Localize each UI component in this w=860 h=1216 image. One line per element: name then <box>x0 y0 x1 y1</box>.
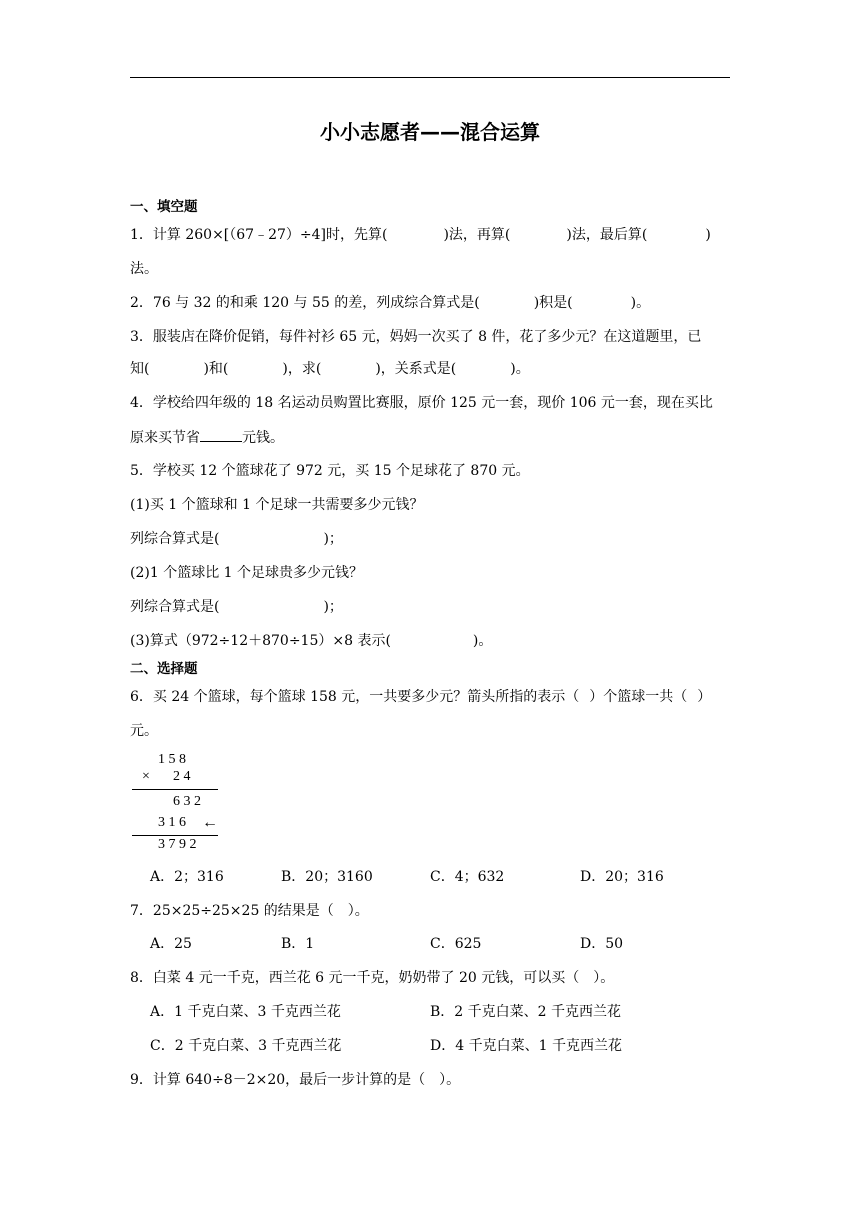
q4-underline-blank[interactable] <box>200 429 242 442</box>
q3-text-b: )和( <box>203 361 229 377</box>
q5-f2-text-a: 列综合算式是( <box>130 599 220 615</box>
q3-text-e: )。 <box>510 361 530 377</box>
mul-row-multiplier: 2 4 <box>173 769 191 784</box>
q5-p3-text-a: (3)算式（972÷12＋870÷15）×8 表示( <box>130 633 391 649</box>
mul-rule-2 <box>132 835 218 836</box>
q5-formula-1 <box>130 531 343 547</box>
q7-option-d[interactable]: D．50 <box>580 936 624 952</box>
mul-rule-1 <box>132 789 218 790</box>
q6-option-c[interactable]: C．4；632 <box>430 869 505 885</box>
question-1-line-1 <box>130 227 711 243</box>
question-9: 9．计算 640÷8－2×20，最后一步计算的是（ ）。 <box>130 1072 461 1088</box>
question-3-line-2 <box>130 361 530 377</box>
q2-text-c: )。 <box>630 295 651 311</box>
q3-text-d: )，关系式是( <box>375 361 457 377</box>
question-4-line-1: 4．学校给四年级的 18 名运动员购置比赛服，原价 125 元一套，现价 106 元一套，现在买比 <box>130 395 713 411</box>
section-fill-blank: 一、填空题 <box>130 199 198 215</box>
q2-text-a: 2．76 与 32 的和乘 120 与 55 的差，列成综合算式是( <box>130 295 480 311</box>
mul-partial-2: 3 1 6 <box>158 815 186 830</box>
question-7: 7．25×25÷25×25 的结果是（ ）。 <box>130 903 369 919</box>
header-rule <box>130 77 730 78</box>
arrow-left-icon: ← <box>202 814 218 831</box>
q8-option-c[interactable]: C．2 千克白菜、3 千克西兰花 <box>150 1038 342 1054</box>
question-5: 5．学校买 12 个篮球花了 972 元，买 15 个足球花了 870 元。 <box>130 463 530 479</box>
question-1-line-2: 法。 <box>130 261 158 277</box>
mul-times-sign: × <box>142 769 150 784</box>
q5-part-3 <box>130 633 492 649</box>
mul-row-multiplicand: 1 5 8 <box>158 752 186 767</box>
mul-partial-1: 6 3 2 <box>173 794 201 809</box>
q1-text-c: )法，最后算( <box>566 227 648 243</box>
q5-part-1: (1)买 1 个篮球和 1 个足球一共需要多少元钱？ <box>130 497 424 513</box>
q5-f1-text-a: 列综合算式是( <box>130 531 220 547</box>
q8-option-b[interactable]: B．2 千克白菜、2 千克西兰花 <box>430 1004 622 1020</box>
q8-option-d[interactable]: D．4 千克白菜、1 千克西兰花 <box>430 1038 622 1054</box>
q6-option-a[interactable]: A．2；316 <box>150 869 224 885</box>
q5-p3-text-b: )。 <box>472 633 493 649</box>
q7-option-c[interactable]: C．625 <box>430 936 482 952</box>
q4-text-b: 元钱。 <box>242 430 284 446</box>
page-title: 小小志愿者——混合运算 <box>320 120 540 144</box>
q5-part-2: (2)1 个篮球比 1 个足球贵多少元钱？ <box>130 565 363 581</box>
q6-option-b[interactable]: B．20；3160 <box>281 869 373 885</box>
question-2 <box>130 295 650 311</box>
q6-text-c: ） <box>697 689 712 705</box>
q3-text-a: 知( <box>130 361 150 377</box>
question-6-line-1 <box>130 689 711 705</box>
q3-text-c: )，求( <box>282 361 322 377</box>
section-multiple-choice: 二、选择题 <box>130 661 198 677</box>
q7-option-b[interactable]: B．1 <box>281 936 315 952</box>
question-4-line-2 <box>130 429 284 446</box>
q1-text-b: )法，再算( <box>443 227 511 243</box>
q1-text-d: ) <box>705 227 711 243</box>
q6-text-b: ）个篮球一共（ <box>589 689 688 705</box>
mul-product: 3 7 9 2 <box>158 837 197 852</box>
q2-text-b: )积是( <box>533 295 573 311</box>
q5-f1-text-b: )； <box>323 531 343 547</box>
q7-option-a[interactable]: A．25 <box>150 936 192 952</box>
question-8: 8．白菜 4 元一千克，西兰花 6 元一千克，奶奶带了 20 元钱，可以买（ ）。 <box>130 970 615 986</box>
q6-text-a: 6．买 24 个篮球，每个篮球 158 元，一共要多少元？箭头所指的表示（ <box>130 689 580 705</box>
question-6-line-2: 元。 <box>130 723 158 739</box>
q6-option-d[interactable]: D．20；316 <box>580 869 664 885</box>
q5-f2-text-b: )； <box>323 599 343 615</box>
q4-text-a: 原来买节省 <box>130 430 200 446</box>
question-3-line-1: 3．服装店在降价促销，每件衬衫 65 元，妈妈一次买了 8 件，花了多少元？在这道题里，已 <box>130 329 702 345</box>
q5-formula-2 <box>130 599 343 615</box>
vertical-multiplication <box>130 752 240 852</box>
q1-text-a: 1．计算 260×[（67﹣27）÷4]时，先算( <box>130 227 388 243</box>
q8-option-a[interactable]: A．1 千克白菜、3 千克西兰花 <box>150 1004 341 1020</box>
